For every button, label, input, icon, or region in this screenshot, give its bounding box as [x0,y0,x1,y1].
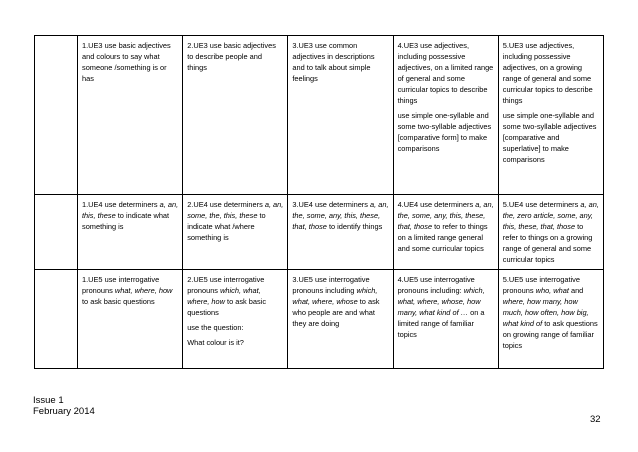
cell-paragraph: 1.UE5 use interrogative pronouns what, where, how to ask basic questions [82,275,173,306]
page-number: 32 [590,414,601,425]
cell-paragraph: 1.UE4 use determiners a, an, this, these to indicate what something is [82,200,179,231]
table-row [35,270,604,369]
cell-paragraph: 2.UE5 use interrogative pronouns which, what, where, how to ask basic questions [187,275,267,317]
table-cell [288,270,393,369]
cell-paragraph: 5.UE3 use adjectives, including possessive adjectives, on a growing range of general and some curricular topics to describe things [502,41,593,105]
cell-paragraph: 2.UE3 use basic adjectives to describe people and things [187,41,276,72]
cell-paragraph: 4.UE5 use interrogative pronouns including: which, what, where, whose, how many, what kind of … on a limited range of familiar topics [397,275,485,339]
cell-paragraph: 1.UE3 use basic adjectives and colours to say what someone /something is or has [82,41,171,83]
blank-cell [35,36,78,195]
curriculum-table [34,35,604,369]
issue-label: Issue 1 [33,395,64,406]
cell-paragraph: 4.UE4 use determiners a, an, the, some, any, this, these, that, those to refer to things on a limited range general and some curricular topics [397,200,494,253]
cell-paragraph: 3.UE4 use determiners a, an, the, some, any, this, these, that, those to identify things [292,200,389,231]
cell-paragraph: use simple one-syllable and some two-syllable adjectives [comparative and superlative] to make comparisons [502,111,597,164]
table-cell [498,270,603,369]
blank-cell [35,195,78,270]
cell-paragraph: 3.UE5 use interrogative pronouns including which, what, where, whose to ask who people are and what they are doing [292,275,380,328]
table-cell [498,195,603,270]
table-cell [393,270,498,369]
table-cell [183,195,288,270]
table-cell [78,36,183,195]
cell-paragraph: use simple one-syllable and some two-syllable adjectives [comparative form] to make comparisons [397,111,492,153]
table-cell [183,270,288,369]
cell-paragraph: 5.UE4 use determiners a, an, the, zero article, some, any, this, these, that, those to refer to things on a growing range of general and some curricular topics [502,200,599,264]
cell-paragraph: 2.UE4 use determiners a, an, some, the, this, these to indicate what /where something is [187,200,284,242]
table-cell [78,270,183,369]
table-row [35,36,604,195]
cell-paragraph: 4.UE3 use adjectives, including possessive adjectives, on a limited range of general and some curricular topics to describe things [397,41,494,105]
document-footer [33,395,95,417]
table-cell [183,36,288,195]
table-cell [78,195,183,270]
cell-paragraph: What colour is it? [187,338,244,347]
table-row [35,195,604,270]
blank-cell [35,270,78,369]
cell-paragraph: 3.UE3 use common adjectives in descriptions and to talk about simple feelings [292,41,375,83]
table-cell [288,36,393,195]
cell-paragraph: 5.UE5 use interrogative pronouns who, what and where, how many, how much, how often, how big, what kind of to ask questions on growing range of familiar topics [502,275,598,350]
issue-date: February 2014 [33,406,95,417]
table-cell [393,36,498,195]
table-cell [393,195,498,270]
table-cell [498,36,603,195]
table-cell [288,195,393,270]
cell-paragraph: use the question: [187,323,244,332]
